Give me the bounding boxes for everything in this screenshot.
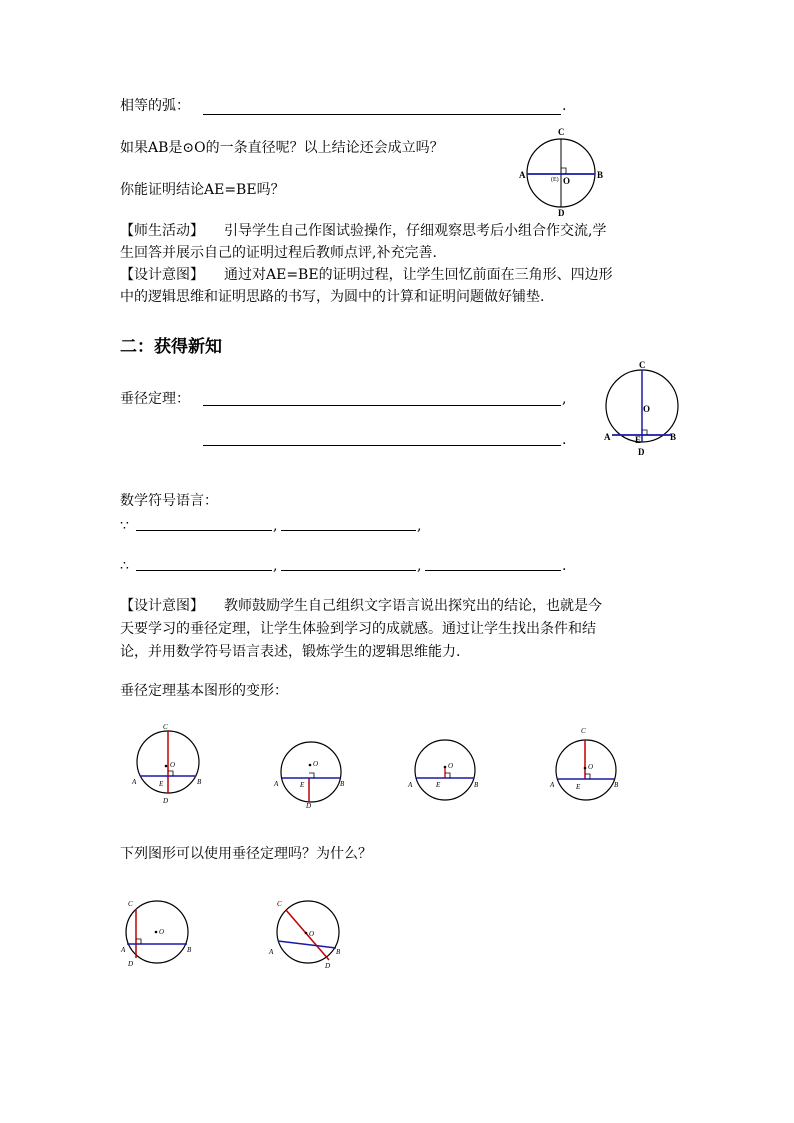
label-e: (E) [551, 177, 559, 183]
label-o: O [309, 930, 315, 938]
circle-o [556, 740, 616, 800]
label-o: O [563, 176, 571, 186]
label-e: E [635, 435, 642, 445]
question-figure-1 [118, 894, 198, 974]
label-b: B [187, 946, 192, 954]
design-intent-2-line1 [120, 596, 602, 616]
label-b: B [340, 780, 345, 788]
label-a: A [408, 781, 413, 789]
variants-title: 垂径定理基本图形的变形： [120, 683, 288, 699]
center-dot [305, 932, 308, 935]
label-a: A [550, 781, 555, 789]
math-language-label: 数学符号语言： [120, 493, 218, 509]
therefore-end: . [562, 558, 567, 574]
equal-arcs-blank[interactable] [203, 114, 561, 115]
equal-arcs-end: . [562, 98, 567, 114]
label-b: B [197, 778, 202, 786]
label-o: O [159, 928, 165, 936]
because-comma-1: , [273, 518, 278, 534]
label-d: D [128, 960, 134, 968]
label-b: B [336, 948, 341, 956]
label-b: B [474, 781, 479, 789]
theorem-blank-1[interactable] [203, 405, 561, 406]
label-o: O [588, 763, 594, 771]
question-can-use-theorem: 下列图形可以使用垂径定理吗？为什么？ [120, 846, 372, 862]
question-figure-2 [262, 894, 352, 974]
therefore-comma-1: , [273, 558, 278, 574]
therefore-blank-3[interactable] [425, 570, 561, 571]
label-b: B [670, 432, 677, 442]
chord-ab [278, 941, 336, 948]
label-d: D [163, 797, 169, 805]
because-blank-1[interactable] [136, 530, 272, 531]
label-b: B [614, 781, 619, 789]
variant-figure-2 [270, 732, 350, 810]
label-d: D [558, 208, 565, 218]
because-symbol: ∵ [120, 518, 129, 534]
label-a: A [121, 946, 126, 954]
label-a: A [604, 432, 611, 442]
circle-o [281, 742, 341, 802]
label-o: O [170, 761, 176, 769]
theorem-blank-2[interactable] [203, 445, 561, 446]
figure-theorem [598, 360, 688, 459]
teacher-activity-text1: 引导学生自己作图试验操作，仔细观察思考后小组合作交流,学 [224, 223, 607, 239]
therefore-symbol: ∴ [120, 558, 129, 574]
label-b: B [597, 170, 604, 180]
center-dot [309, 764, 312, 767]
design-intent-2-tag: 【设计意图】 [120, 598, 204, 614]
label-o: O [448, 762, 454, 770]
center-dot [165, 765, 168, 768]
design-intent-1-tag: 【设计意图】 [120, 267, 204, 283]
center-dot [444, 766, 447, 769]
section-title-new-knowledge: 二：获得新知 [120, 337, 222, 357]
label-d: D [306, 802, 312, 810]
design-intent-2-line2: 天要学习的垂径定理，让学生体验到学习的成就感。通过让学生找出条件和结 [120, 621, 596, 637]
figure-diameter-chord [510, 128, 610, 220]
label-a: A [132, 778, 137, 786]
label-e: E [159, 780, 164, 788]
label-a: A [519, 170, 526, 180]
theorem-label: 垂径定理： [120, 391, 190, 407]
question-diameter: 如果AB是⊙O的一条直径呢？以上结论还会成立吗？ [120, 140, 444, 156]
label-d: D [325, 962, 331, 970]
label-e: E [576, 783, 581, 791]
variant-figure-4 [548, 722, 628, 802]
diameter-cd [286, 910, 329, 960]
variant-figure-1 [128, 722, 208, 808]
theorem-comma: , [562, 391, 567, 407]
because-blank-2[interactable] [281, 530, 416, 531]
label-e: E [300, 781, 305, 789]
teacher-activity-line2: 生回答并展示自己的证明过程后教师点评,补充完善. [120, 245, 437, 261]
label-c: C [277, 900, 282, 908]
teacher-activity-line1 [120, 221, 606, 241]
therefore-blank-2[interactable] [281, 570, 416, 571]
label-c: C [128, 900, 133, 908]
design-intent-1-line2: 中的逻辑思维和证明思路的书写，为圆中的计算和证明问题做好铺垫. [120, 289, 545, 305]
design-intent-1-line1 [120, 265, 613, 285]
label-e: E [436, 781, 441, 789]
center-dot [584, 767, 587, 770]
theorem-end: . [562, 432, 567, 448]
because-comma-2: , [417, 518, 422, 534]
design-intent-1-text1: 通过对AE=BE的证明过程，让学生回忆前面在三角形、四边形 [224, 267, 613, 283]
label-c: C [558, 127, 565, 137]
teacher-activity-tag: 【师生活动】 [120, 223, 204, 239]
design-intent-2-text1: 教师鼓励学生自己组织文字语言说出探究出的结论，也就是今 [224, 598, 602, 614]
label-a: A [269, 948, 274, 956]
question-prove-ae-be: 你能证明结论AE=BE吗？ [120, 182, 285, 198]
center-dot [155, 931, 158, 934]
label-o: O [643, 404, 651, 414]
label-c: C [163, 723, 168, 731]
label-d: D [638, 447, 645, 457]
equal-arcs-label: 相等的弧： [120, 98, 190, 114]
label-a: A [274, 780, 279, 788]
design-intent-2-line3: 论，并用数学符号语言表述，锻炼学生的逻辑思维能力. [120, 644, 461, 660]
label-c: C [639, 360, 646, 370]
label-o: O [313, 760, 319, 768]
therefore-blank-1[interactable] [136, 570, 272, 571]
variant-figure-3 [405, 730, 485, 800]
therefore-comma-2: , [417, 558, 422, 574]
label-c: C [581, 727, 586, 735]
